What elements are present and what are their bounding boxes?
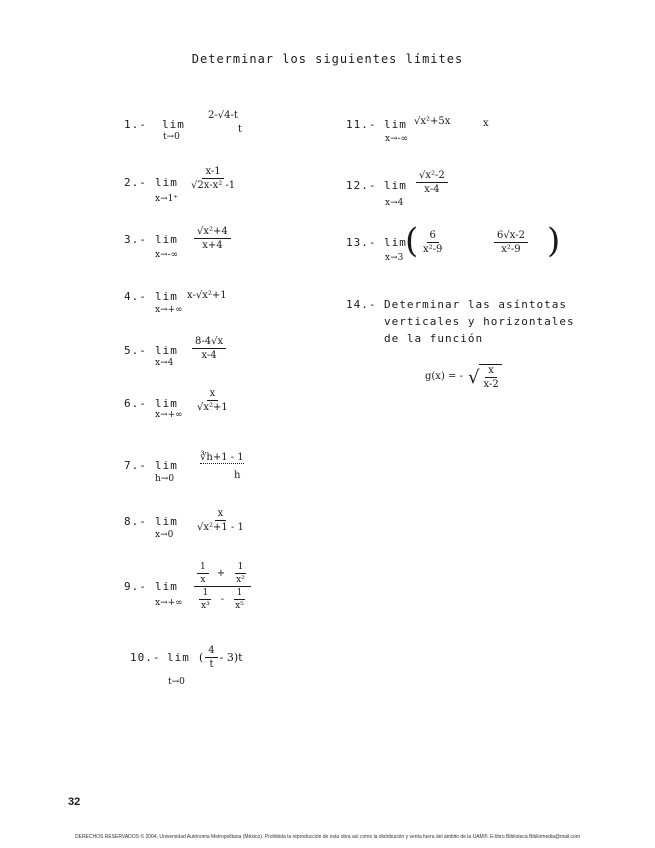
denominator: x-4 — [424, 184, 440, 195]
statement-line-2: verticales y horizontales — [384, 315, 575, 328]
inner-den: t — [209, 659, 214, 670]
numerator: 8-4√x — [192, 336, 226, 349]
bot-a-num: 1 — [199, 588, 211, 600]
func-denominator: x-2 — [483, 379, 499, 390]
top-b-num: 1 — [235, 562, 247, 574]
fraction — [194, 388, 231, 413]
bot-a-den: x³ — [201, 601, 210, 611]
fraction-b — [494, 230, 528, 255]
expression-tail: x — [483, 118, 489, 129]
expression: √x²+5x — [414, 116, 451, 127]
radical-fraction — [479, 364, 501, 390]
lim-subscript: h→0 — [155, 474, 175, 484]
lim-subscript: x→4 — [385, 198, 404, 208]
denominator: √2x-x² -1 — [191, 180, 236, 191]
bot-b-den: x⁵ — [235, 601, 244, 611]
page-title: Determinar los siguientes límites — [191, 52, 464, 66]
denominator: x+4 — [202, 240, 223, 251]
problem-number: 12.- — [346, 179, 377, 192]
numerator: √x²-2 — [416, 170, 448, 183]
compound-fraction — [194, 562, 251, 611]
statement-line-1: Determinar las asíntotas — [384, 298, 567, 311]
lim-subscript: t→0 — [163, 132, 180, 142]
numerator: x — [215, 508, 227, 521]
problem-number: 8.- — [124, 515, 147, 528]
fraction — [192, 336, 226, 361]
top-expression — [194, 562, 251, 587]
lim-label: lim — [162, 118, 185, 131]
denominator: √x²+1 - 1 — [197, 522, 244, 533]
lim-label: lim — [384, 179, 407, 192]
lim-subscript: x→+∞ — [155, 305, 183, 315]
fraction-a — [420, 230, 445, 255]
numerator: √x²+4 — [194, 226, 231, 239]
func-numerator: x — [485, 365, 497, 378]
denominator: t — [238, 124, 243, 135]
fraction — [416, 170, 448, 195]
statement-line-3: de la función — [384, 332, 484, 345]
top-a-num: 1 — [197, 562, 209, 574]
problem-number: 13.- — [346, 236, 377, 249]
lim-subscript: x→4 — [155, 358, 174, 368]
numerator: 6√x-2 — [494, 230, 528, 243]
denominator: x²-9 — [501, 244, 521, 255]
lim-subscript: x→-∞ — [385, 134, 409, 144]
numerator: 6 — [427, 230, 439, 243]
problem-number: 4.- — [124, 290, 147, 303]
function-left: g(x) = - — [425, 371, 463, 382]
lim-label: lim — [155, 344, 178, 357]
expression-rest: - 3)t — [219, 651, 243, 664]
top-a-den: x — [200, 575, 206, 585]
function-radical: √ $\frac{x}{x-2}$ — [468, 364, 502, 390]
problem-number: 2.- — [124, 176, 147, 189]
bot-b-num: 1 — [234, 588, 246, 600]
fraction — [194, 508, 247, 533]
problem-number: 5.- — [124, 344, 147, 357]
problem-number: 3.- — [124, 233, 147, 246]
fraction — [188, 166, 238, 191]
numerator: x-1 — [202, 166, 223, 179]
numerator: 2-√4-t — [208, 110, 238, 121]
problem-number: 1.- — [124, 118, 147, 131]
lim-subscript: x→1⁺ — [155, 194, 179, 204]
denominator: √x²+1 — [197, 402, 228, 413]
inner-num: 4 — [205, 645, 217, 658]
problem-number: 7.- — [124, 459, 147, 472]
numerator: x — [207, 388, 219, 401]
left-paren: ( — [405, 221, 419, 261]
lim-subscript: t→0 — [168, 677, 185, 687]
expression: x-√x²+1 — [187, 290, 227, 301]
lim-label: lim — [155, 580, 178, 593]
lim-label: lim — [167, 651, 190, 664]
fraction — [194, 226, 231, 251]
lim-label: lim — [155, 515, 178, 528]
lim-subscript: x→+∞ — [155, 410, 183, 420]
denominator: h — [234, 470, 241, 481]
lim-label: lim — [155, 290, 178, 303]
top-operator: + — [216, 568, 226, 579]
copyright-footer: DERECHOS RESERVADOS © 2004, Universidad Autónoma Metropolitana (México). Prohibida la reproducción de esta obra así como la distribución y venta fuera del ámbito de la UAM®. E-libro Biblioteca Bibliomedia@mail.com — [75, 834, 580, 840]
lim-subscript: x→-∞ — [155, 250, 179, 260]
bottom-expression — [195, 587, 250, 611]
numerator: ∛h+1 - 1 — [200, 452, 244, 463]
page-number: 32 — [68, 796, 81, 808]
problem-number: 9.- — [124, 580, 147, 593]
lim-subscript: x→0 — [155, 530, 174, 540]
lim-label: lim — [155, 397, 178, 410]
open-paren: ( — [199, 651, 204, 664]
lim-label: lim — [384, 236, 407, 249]
denominator: x²-9 — [423, 244, 443, 255]
bottom-operator: - — [220, 594, 225, 605]
right-paren: ) — [547, 221, 561, 261]
problem-number: 14.- — [346, 298, 377, 311]
problem-number: 11.- — [346, 118, 377, 131]
denominator: x-4 — [201, 350, 217, 361]
lim-subscript: x→3 — [385, 253, 404, 263]
top-b-den: x² — [236, 575, 245, 585]
lim-label: lim — [155, 233, 178, 246]
lim-label: lim — [384, 118, 407, 131]
lim-subscript: x→+∞ — [155, 598, 183, 608]
lim-label: lim — [155, 176, 178, 189]
expression — [199, 645, 243, 670]
problem-number: 10.- — [130, 651, 161, 664]
problem-number: 6.- — [124, 397, 147, 410]
lim-label: lim — [155, 459, 178, 472]
